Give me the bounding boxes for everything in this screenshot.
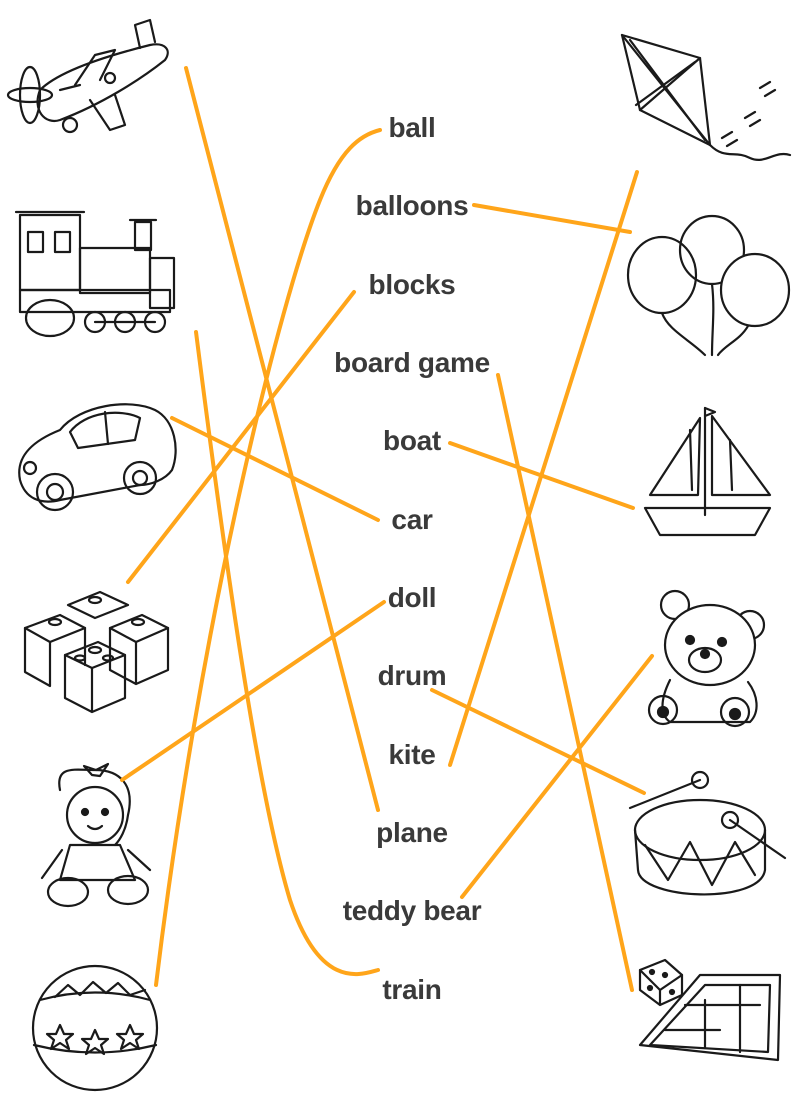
boat-icon [645,408,770,535]
line-teddy-bear [462,656,652,897]
line-train [196,332,378,974]
kite-icon [622,35,790,160]
drum-icon [630,772,785,894]
word-plane: plane [376,817,448,848]
line-doll [122,602,384,780]
line-blocks [128,292,354,582]
blocks-icon [25,592,168,712]
word-ball: ball [388,112,436,143]
line-boat [450,443,633,508]
word-drum: drum [377,660,447,691]
word-balloons: balloons [355,190,469,221]
line-kite [450,172,637,765]
word-kite: kite [388,739,436,770]
doll-icon [42,764,150,906]
line-car [172,418,378,520]
plane-icon [8,20,168,132]
line-ball [156,130,380,985]
word-board-game: board game [334,347,490,378]
car-icon [19,404,175,510]
board-game-icon [640,960,780,1060]
word-train: train [382,974,442,1005]
word-blocks: blocks [368,269,456,300]
train-icon [16,212,174,336]
balloons-icon [628,216,789,355]
line-board-game [498,375,632,990]
word-doll: doll [387,582,437,613]
teddy-bear-icon [649,591,764,726]
line-balloons [474,205,630,232]
word-boat: boat [383,425,441,456]
answer-lines [122,68,652,990]
word-teddy-bear: teddy bear [342,895,482,926]
word-car: car [391,504,433,535]
ball-icon [33,966,157,1090]
